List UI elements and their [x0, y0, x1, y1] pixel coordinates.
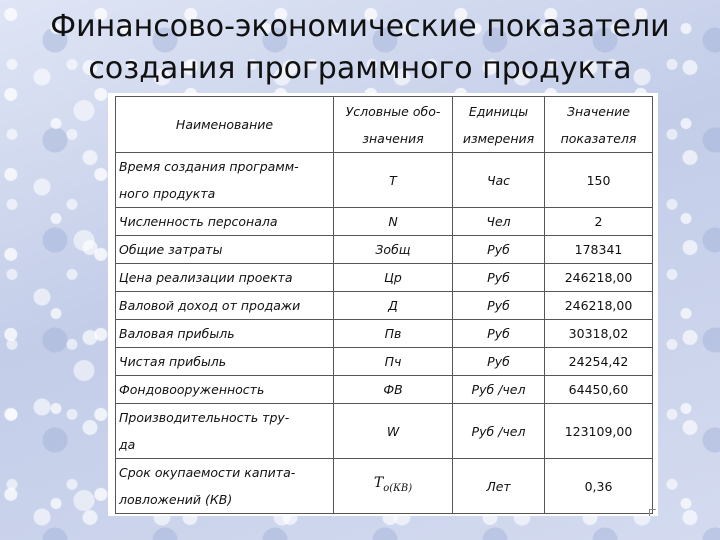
row-name: Цена реализации проекта: [116, 264, 334, 292]
corner-mark: [649, 509, 656, 516]
row-name: Общие затраты: [116, 236, 334, 264]
row-name: [116, 404, 334, 459]
row-name: Валовая прибыль: [116, 320, 334, 348]
row-unit: Руб: [453, 348, 545, 376]
table-header-row: [116, 97, 653, 153]
table-row: [116, 236, 653, 264]
row-value: 246218,00: [545, 292, 653, 320]
header-value: [545, 97, 653, 153]
row-symbol: W: [334, 404, 453, 459]
row-symbol: ФВ: [334, 376, 453, 404]
row-name: [116, 153, 334, 208]
header-value-line-1: Значение: [567, 103, 630, 119]
row-name-line: да: [119, 437, 136, 452]
row-symbol: Пч: [334, 348, 453, 376]
row-symbol: Зобщ: [334, 236, 453, 264]
row-unit: Руб: [453, 292, 545, 320]
row-value: 150: [545, 153, 653, 208]
row-value: 246218,00: [545, 264, 653, 292]
row-unit: Руб: [453, 264, 545, 292]
row-symbol: Т: [334, 153, 453, 208]
table-row: [116, 459, 653, 514]
table-row: [116, 208, 653, 236]
header-unit-line-2: измерения: [462, 130, 535, 146]
header-unit-line-1: Единицы: [468, 103, 529, 119]
row-value: 0,36: [545, 459, 653, 514]
slide-title: [0, 6, 720, 90]
table-sheet: [108, 93, 658, 516]
header-value-line-2: показателя: [560, 130, 637, 146]
row-symbol: Пв: [334, 320, 453, 348]
row-value: 30318,02: [545, 320, 653, 348]
header-symbol: [334, 97, 453, 153]
row-name-line: Срок окупаемости капита-: [119, 465, 296, 480]
row-name: Численность персонала: [116, 208, 334, 236]
row-name: Фондовооруженность: [116, 376, 334, 404]
table-row: [116, 348, 653, 376]
row-unit: Руб: [453, 236, 545, 264]
header-unit: [453, 97, 545, 153]
header-name: Наименование: [116, 97, 334, 153]
row-value: 123109,00: [545, 404, 653, 459]
row-symbol: Д: [334, 292, 453, 320]
slide-title-line-2: создания программного продукта: [88, 51, 632, 86]
row-unit: Руб /чел: [453, 376, 545, 404]
table-row: [116, 292, 653, 320]
row-name: [116, 459, 334, 514]
table-row: [116, 153, 653, 208]
indicators-table: [115, 96, 653, 514]
header-symbol-line-2: значения: [362, 130, 424, 146]
table-row: [116, 376, 653, 404]
row-symbol-subscript: о(КВ): [383, 482, 413, 494]
table-row: [116, 404, 653, 459]
row-unit: Руб /чел: [453, 404, 545, 459]
row-symbol: [334, 459, 453, 514]
header-symbol-line-1: Условные обо-: [345, 103, 441, 119]
row-unit: Лет: [453, 459, 545, 514]
row-unit: Час: [453, 153, 545, 208]
row-value: 24254,42: [545, 348, 653, 376]
row-name-line: ного продукта: [119, 186, 216, 201]
row-name-line: Производительность тру-: [119, 410, 290, 425]
row-unit: Руб: [453, 320, 545, 348]
row-value: 2: [545, 208, 653, 236]
row-symbol: N: [334, 208, 453, 236]
row-name-line: ловложений (КВ): [119, 492, 233, 507]
slide-title-line-1: Финансово-экономические показатели: [50, 9, 670, 44]
row-unit: Чел: [453, 208, 545, 236]
table-row: [116, 264, 653, 292]
row-value: 64450,60: [545, 376, 653, 404]
row-name-line: Время создания программ-: [119, 159, 299, 174]
row-symbol: Цр: [334, 264, 453, 292]
row-name: Чистая прибыль: [116, 348, 334, 376]
row-symbol-main: Т: [373, 475, 384, 492]
row-name: Валовой доход от продажи: [116, 292, 334, 320]
row-value: 178341: [545, 236, 653, 264]
table-row: [116, 320, 653, 348]
